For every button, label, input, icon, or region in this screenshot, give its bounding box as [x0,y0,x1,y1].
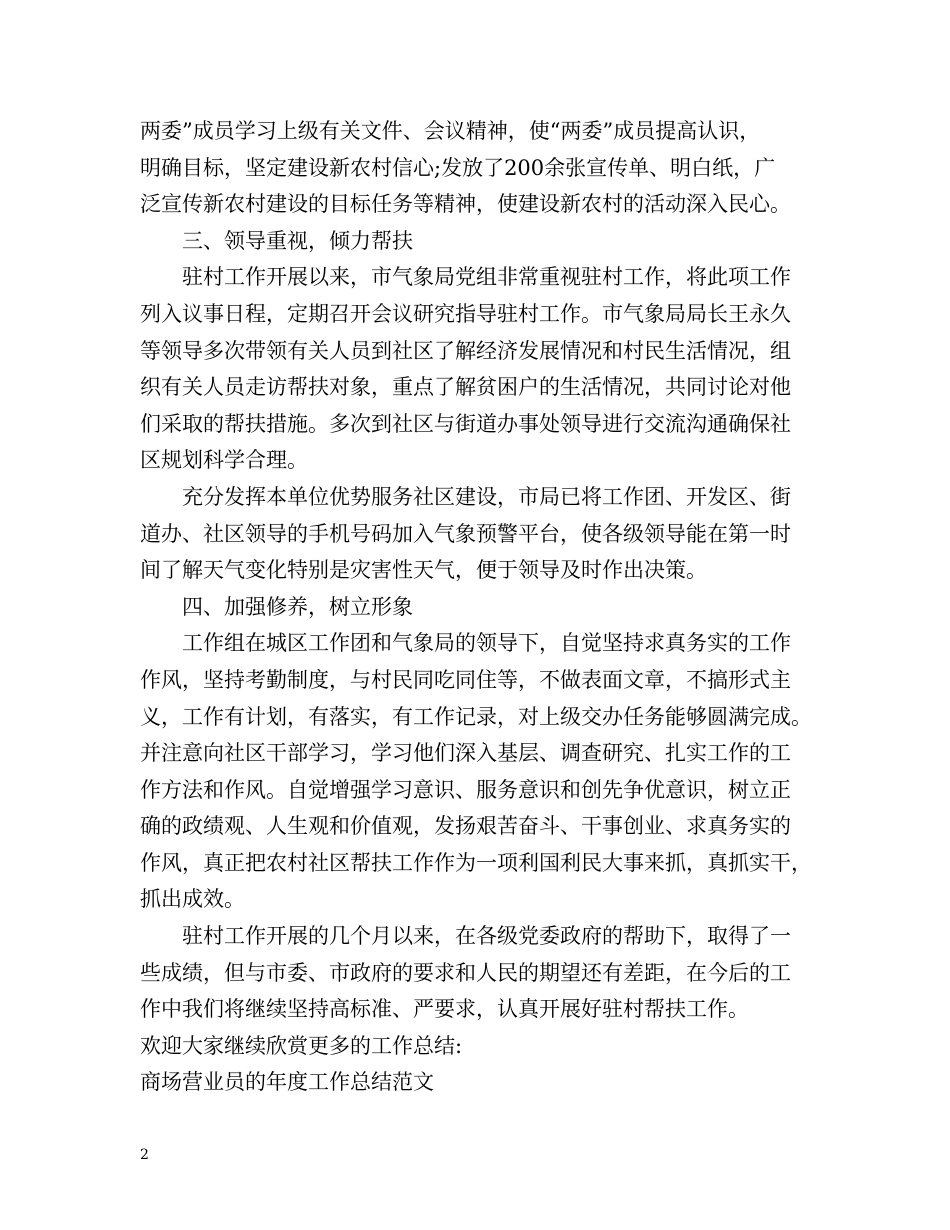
text-line: 织有关人员走访帮扶对象，重点了解贫困户的生活情况，共同讨论对他 [140,375,791,400]
text-line: 义，工作有计划，有落实，有工作记录，对上级交办任务能够圆满完成。 [140,704,812,729]
text-line: 商场营业员的年度工作总结范文 [140,1070,434,1095]
document-body [140,113,830,1101]
text-line: 道办、社区领导的手机号码加入气象预警平台，使各级领导能在第一时 [140,521,791,546]
text-line: 抓出成效。 [140,887,245,912]
text-line: 驻村工作开展以来，市气象局党组非常重视驻村工作，将此项工作 [182,265,791,290]
text-line: 些成绩，但与市委、市政府的要求和人民的期望还有差距，在今后的工 [140,960,791,985]
text-line: 并注意向社区干部学习，学习他们深入基层、调查研究、扎实工作的工 [140,741,791,766]
text-line: 作中我们将继续坚持高标准、严要求，认真开展好驻村帮扶工作。 [140,997,749,1022]
text-line: 间了解天气变化特别是灾害性天气，便于领导及时作出决策。 [140,558,707,583]
text-line: 三、领导重视，倾力帮扶 [182,228,413,253]
text-line: 列入议事日程，定期召开会议研究指导驻村工作。市气象局局长王永久 [140,301,791,326]
text-line: 作风，坚持考勤制度，与村民同吃同住等，不做表面文章，不搞形式主 [140,667,791,692]
text-line: 工作组在城区工作团和气象局的领导下，自觉坚持求真务实的工作 [182,631,791,656]
text-line: 们采取的帮扶措施。多次到社区与街道办事处领导进行交流沟通确保社 [140,411,791,436]
text-line: 区规划科学合理。 [140,448,308,473]
text-line: 充分发挥本单位优势服务社区建设，市局已将工作团、开发区、街 [182,484,791,509]
text-line: 作风，真正把农村社区帮扶工作作为一项利国利民大事来抓，真抓实干， [140,850,812,875]
text-line: 四、加强修养，树立形象 [182,594,413,619]
text-line: 两委”成员学习上级有关文件、会议精神，使“两委”成员提高认识， [140,119,761,143]
text-line: 等领导多次带领有关人员到社区了解经济发展情况和村民生活情况，组 [140,338,791,363]
text-line: 确的政绩观、人生观和价值观，发扬艰苦奋斗、干事创业、求真务实的 [140,814,791,839]
page-number: 2 [140,1147,149,1163]
text-line: 作方法和作风。自觉增强学习意识、服务意识和创先争优意识，树立正 [140,777,791,802]
text-line: 欢迎大家继续欣赏更多的工作总结: [140,1033,463,1058]
text-line: 泛宣传新农村建设的目标任务等精神，使建设新农村的活动深入民心。 [140,192,791,217]
text-line: 明确目标，坚定建设新农村信心;发放了200余张宣传单、明白纸，广 [140,155,776,180]
text-line: 驻村工作开展的几个月以来，在各级党委政府的帮助下，取得了一 [182,924,791,949]
